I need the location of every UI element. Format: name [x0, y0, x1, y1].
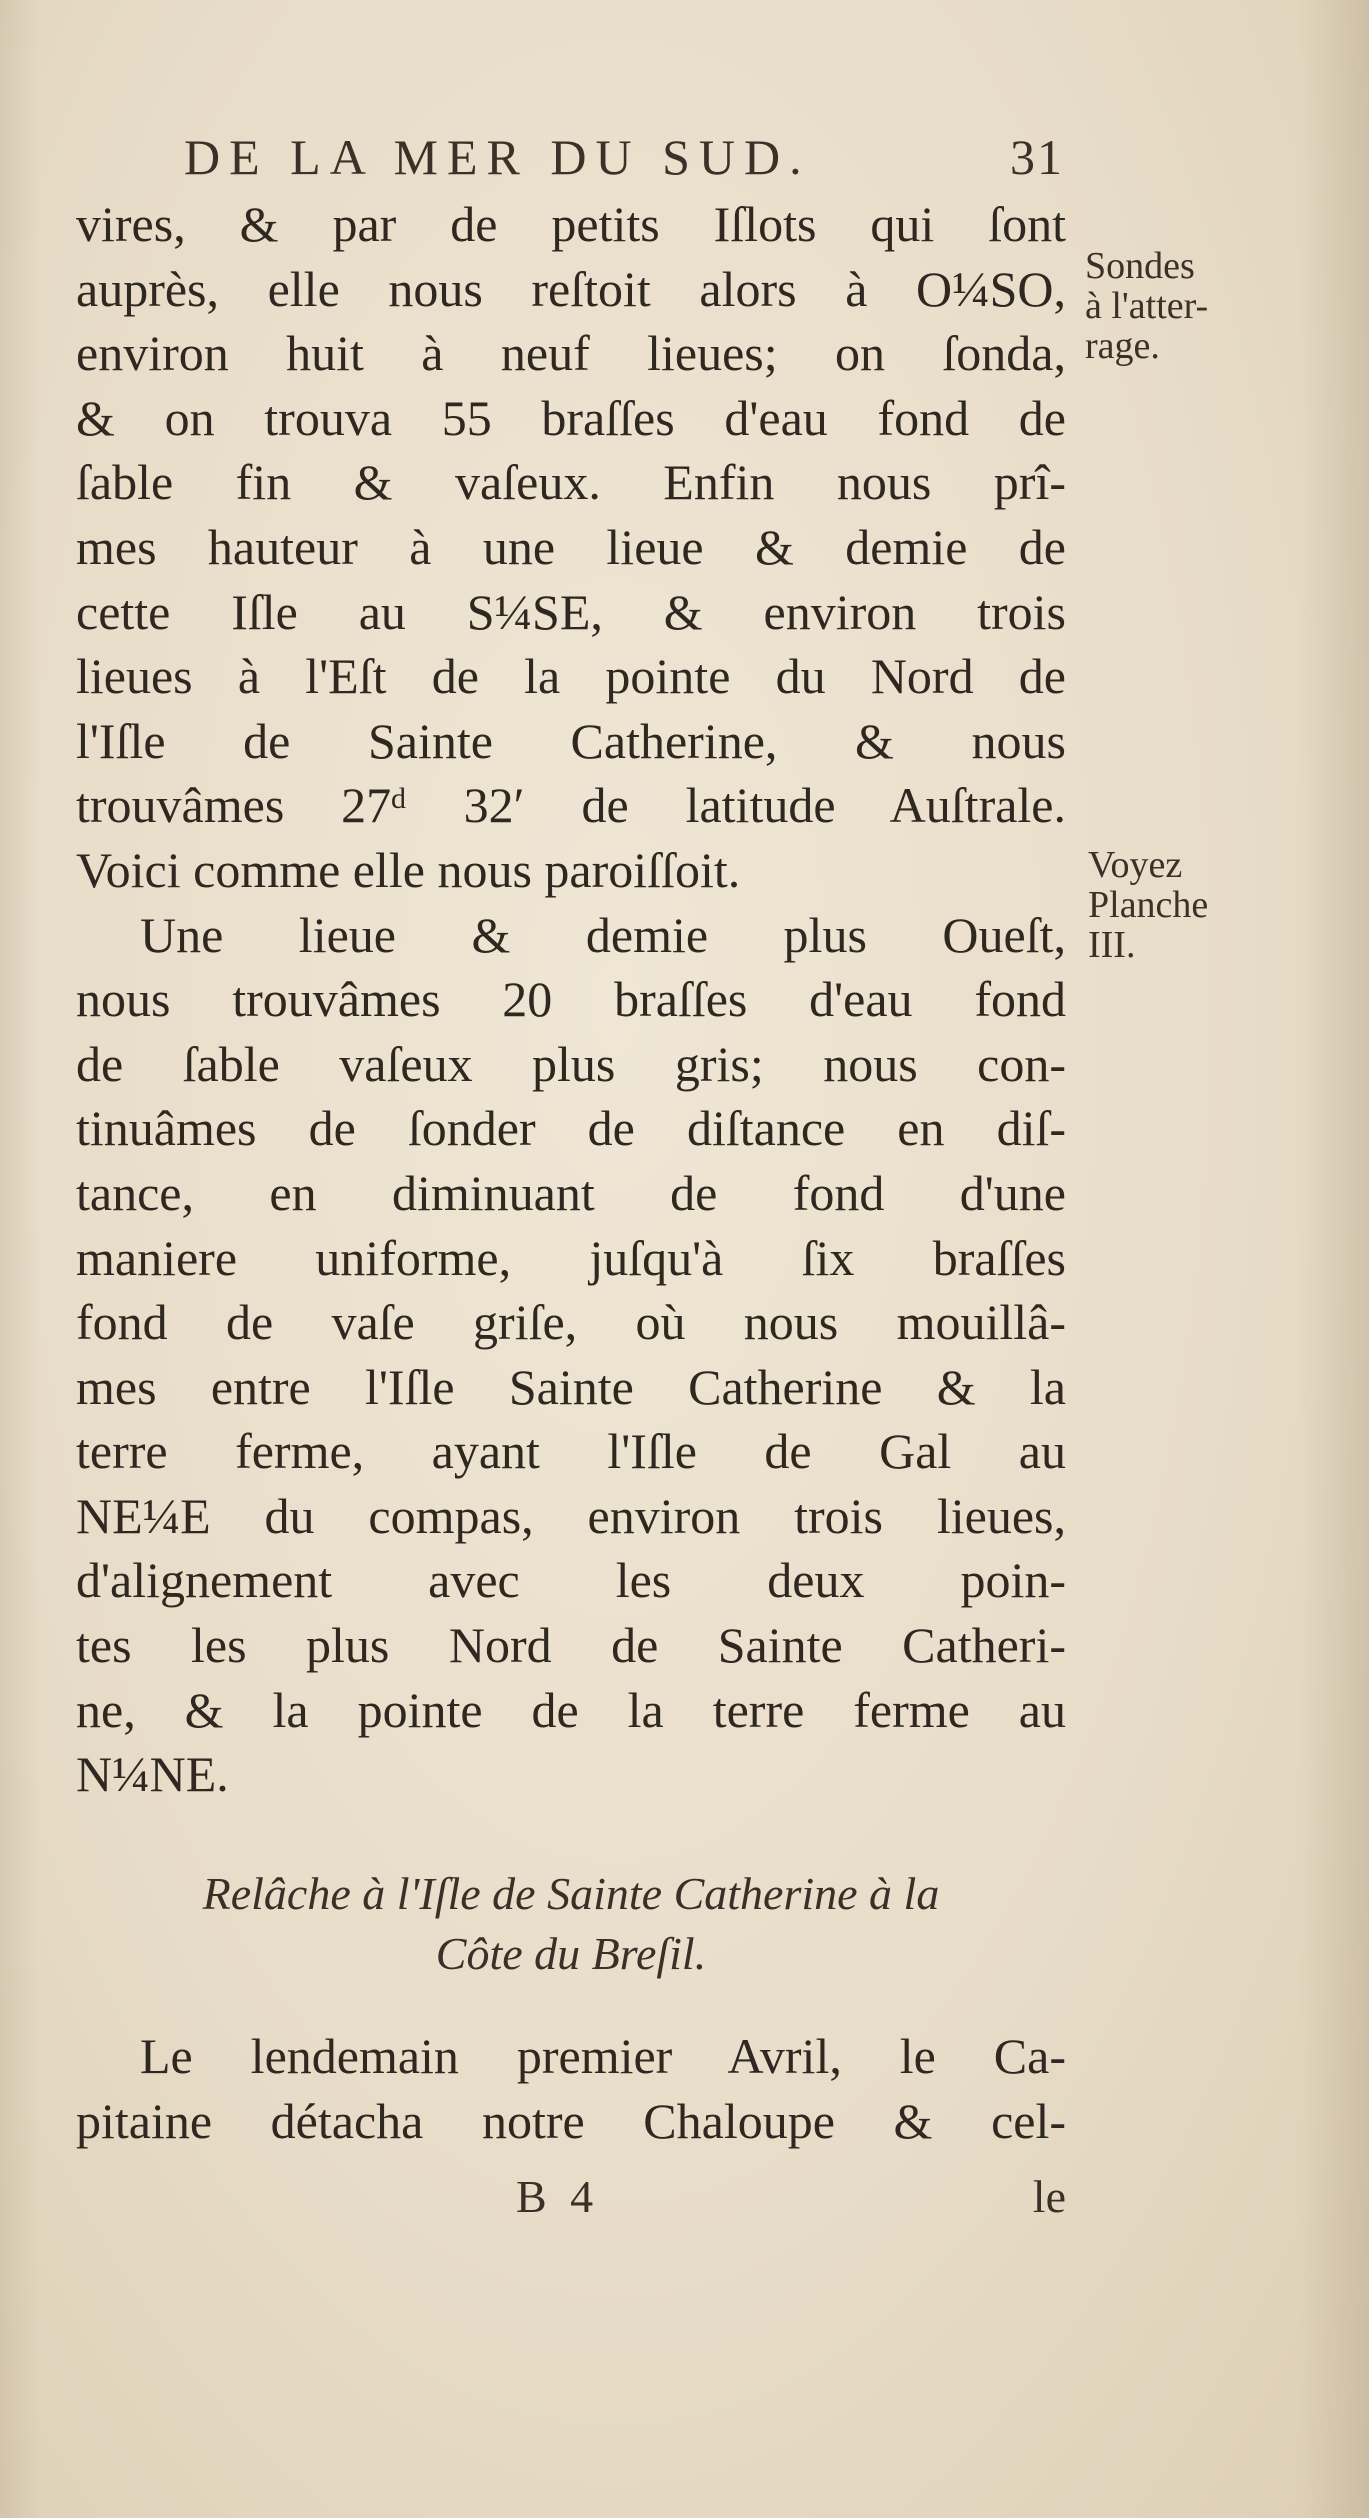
- section-heading-line: Côte du Breſil.: [435, 1928, 707, 1979]
- text-line: l'Iſle de Sainte Catherine, & nous: [76, 712, 1066, 769]
- text-line: ſable fin & vaſeux. Enfin nous prî-: [76, 454, 1066, 511]
- text-line: & on trouva 55 braſſes d'eau fond de: [76, 389, 1066, 446]
- text-line: Voici comme elle nous paroiſſoit.: [76, 841, 741, 898]
- page-footer: [76, 2165, 1066, 2229]
- text-line: de ſable vaſeux plus gris; nous con-: [76, 1035, 1066, 1092]
- paragraph-2: [76, 903, 1066, 1807]
- marginal-note-line: Planche: [1088, 884, 1209, 926]
- text-line: fond de vaſe griſe, où nous mouillâ-: [76, 1294, 1066, 1351]
- page-number: 31: [1010, 129, 1064, 185]
- marginal-note-sondes: [1085, 246, 1208, 366]
- text-line: Le lendemain premier Avril, le Ca-: [140, 2028, 1066, 2084]
- text-line: trouvâmes 27ᵈ 32′ de latitude Auſtrale.: [76, 777, 1066, 834]
- text-line: tes les plus Nord de Sainte Catheri-: [76, 1617, 1066, 1674]
- text-line: terre ferme, ayant l'Iſle de Gal au: [76, 1423, 1066, 1480]
- text-line: N¼NE.: [76, 1746, 229, 1803]
- text-line: environ huit à neuf lieues; on ſonda,: [76, 325, 1066, 382]
- signature-mark: B 4: [516, 2171, 600, 2222]
- marginal-note-line: à l'atter-: [1085, 285, 1209, 327]
- text-line: ne, & la pointe de la terre ferme au: [76, 1681, 1066, 1738]
- section-paragraph: [76, 2024, 1066, 2153]
- text-line: d'alignement avec les deux poin-: [76, 1552, 1066, 1609]
- marginal-note-voyez-planche: [1088, 845, 1208, 965]
- text-line: cette Iſle au S¼SE, & environ trois: [76, 583, 1066, 640]
- text-line: tinuâmes de ſonder de diſtance en diſ-: [76, 1100, 1066, 1157]
- running-head: [184, 128, 1064, 188]
- marginal-note-line: III.: [1088, 924, 1136, 966]
- text-line: lieues à l'Eſt de la pointe du Nord de: [76, 648, 1066, 705]
- marginal-note-line: rage.: [1085, 325, 1160, 367]
- text-line: vires, & par de petits Iſlots qui ſont: [76, 196, 1066, 252]
- section-heading: [76, 1864, 1066, 1984]
- running-head-title: DE LA MER DU SUD.: [184, 129, 811, 185]
- text-line: mes entre l'Iſle Sainte Catherine & la: [76, 1358, 1066, 1415]
- marginal-note-line: Sondes: [1085, 245, 1195, 287]
- text-line: Une lieue & demie plus Oueſt,: [140, 906, 1066, 963]
- text-line: auprès, elle nous reſtoit alors à O¼SO,: [76, 260, 1066, 317]
- text-line: NE¼E du compas, environ trois lieues,: [76, 1487, 1066, 1544]
- text-line: mes hauteur à une lieue & demie de: [76, 518, 1066, 575]
- text-line: maniere uniforme, juſqu'à ſix braſſes: [76, 1229, 1066, 1286]
- text-line: tance, en diminuant de fond d'une: [76, 1164, 1066, 1221]
- catchword: le: [1032, 2171, 1066, 2222]
- section-heading-line: Relâche à l'Iſle de Sainte Catherine à la: [202, 1868, 940, 1919]
- text-line: nous trouvâmes 20 braſſes d'eau fond: [76, 971, 1066, 1028]
- paragraph-1: [76, 192, 1066, 903]
- text-line: pitaine détacha notre Chaloupe & cel-: [76, 2092, 1066, 2149]
- marginal-note-line: Voyez: [1088, 844, 1183, 886]
- main-text: [76, 192, 1066, 1807]
